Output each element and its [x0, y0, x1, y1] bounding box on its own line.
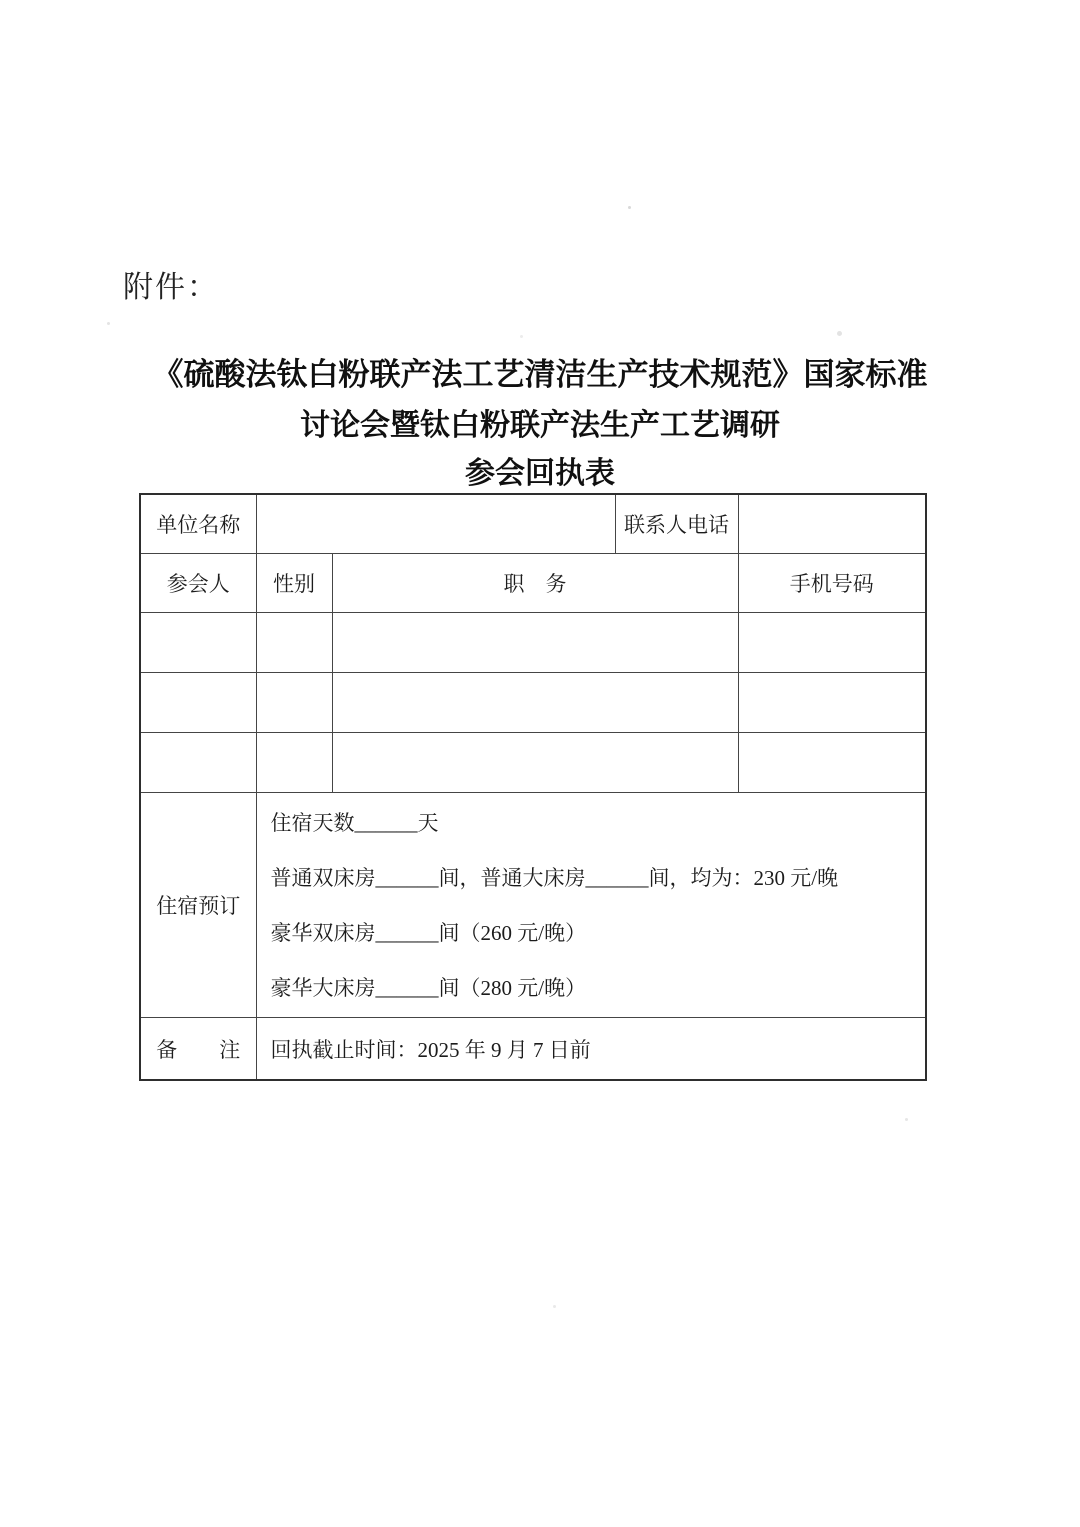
participant-mobile-cell [738, 733, 926, 793]
participant-row [140, 733, 926, 793]
participant-name-cell [140, 733, 256, 793]
participant-gender-cell [256, 673, 332, 733]
participant-name-cell [140, 613, 256, 673]
participant-row [140, 673, 926, 733]
participant-mobile-cell [738, 673, 926, 733]
contact-phone-label-cell: 联系人电话 [615, 494, 738, 554]
accommodation-row [140, 793, 926, 1018]
doc-title-line-2: 讨论会暨钛白粉联产法生产工艺调研 [300, 409, 780, 442]
participant-gender-cell [256, 733, 332, 793]
unit-name-row [140, 494, 926, 554]
participant-gender-cell [256, 613, 332, 673]
remarks-content-cell [256, 1018, 926, 1081]
position-header-cell: 职 务 [332, 554, 738, 613]
unit-name-value-cell [256, 494, 615, 554]
document-title [0, 356, 1080, 492]
unit-name-label-cell: 单位名称 [140, 494, 256, 554]
accommodation-line-deluxe-twin: 豪华双床房______间（260 元/晚） [270, 920, 587, 945]
accommodation-content-cell [256, 793, 926, 1018]
accommodation-lines [257, 795, 926, 1015]
accommodation-label-cell: 住宿预订 [140, 793, 256, 1018]
participant-name-cell [140, 673, 256, 733]
remarks-row [140, 1018, 926, 1081]
attachment-label: 附件： [123, 271, 219, 304]
accommodation-line-nights: 住宿天数______天 [270, 810, 439, 835]
gender-header-cell: 性别 [256, 554, 332, 613]
remarks-label-cell: 备 注 [140, 1018, 256, 1081]
mobile-header-cell: 手机号码 [738, 554, 926, 613]
participant-position-cell [332, 613, 738, 673]
accommodation-line-standard-rooms: 普通双床房______间，普通大床房______间，均为：230 元/晚 [270, 865, 839, 890]
scan-noise [628, 206, 631, 209]
participant-header-row [140, 554, 926, 613]
participant-row [140, 613, 926, 673]
doc-title-line-1: 《硫酸法钛白粉联产法工艺清洁生产技术规范》国家标准 [152, 357, 928, 392]
remarks-deadline-text: 回执截止时间：2025 年 9 月 7 日前 [270, 1037, 591, 1062]
contact-phone-value-cell [738, 494, 926, 554]
participant-mobile-cell [738, 613, 926, 673]
participant-header-cell: 参会人 [140, 554, 256, 613]
accommodation-line-deluxe-king: 豪华大床房______间（280 元/晚） [270, 975, 587, 1000]
doc-title-line-3: 参会回执表 [465, 457, 615, 490]
reply-form-table [139, 493, 927, 1081]
participant-position-cell [332, 673, 738, 733]
participant-position-cell [332, 733, 738, 793]
